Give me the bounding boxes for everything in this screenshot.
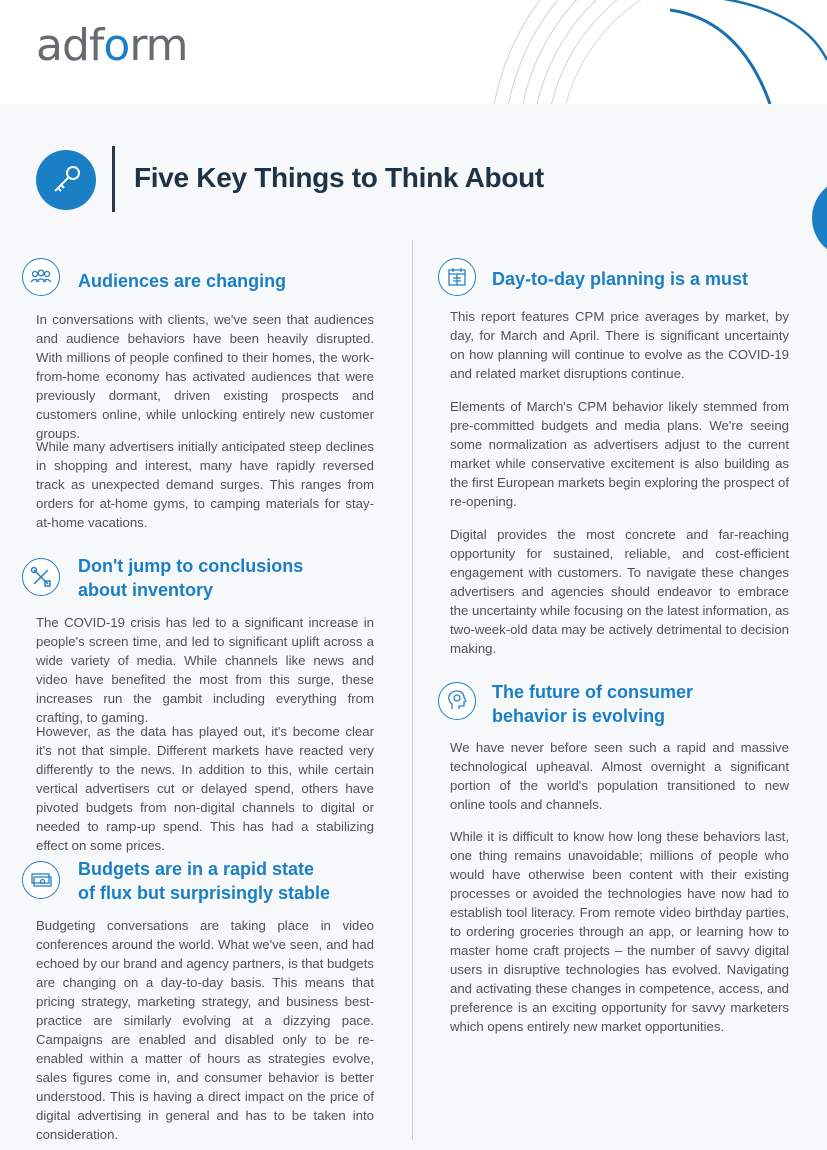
people-icon (22, 258, 60, 296)
decorative-arcs-icon (440, 0, 827, 104)
paragraph: While many advertisers initially anticipated steep declines in shopping and interest, many have rapidly reversed track as unexpected demand surges. This ranges from orders for at-home gyms, to camping materials for stay-at-home vacations. (36, 439, 374, 530)
adform-logo: adform (36, 20, 188, 71)
section-heading-future: The future of consumer behavior is evolving (492, 682, 694, 726)
paragraph: We have never before seen such a rapid and massive technological upheaval. Almost overnight a significant portion of the world's population transitioned to new online tools and channels. (450, 740, 789, 812)
paragraph: In conversations with clients, we've seen that audiences and audience behaviors have been heavily disrupted. With millions of people confined to their homes, the work-from-home economy has activated audiences that were previously dormant, driven existing prospects and customers online, while unlocking entirely new customer groups. (36, 312, 374, 441)
paragraph: While it is difficult to know how long these behaviors last, one thing remains unavoidable; millions of people who would have otherwise been content with their existing processes or avoided the technologies have now had to establish tool literacy. From remote video birthday parties, to ordering groceries through an app, or learning how to master home craft projects – the number of savvy digital users in disruptive technologies has evolved. Navigating and activating these changes in competence, access, and preference is an exciting opportunity for savvy marketers which opens entirely new market opportunities. (450, 829, 789, 1034)
key-icon (36, 150, 96, 210)
paragraph: This report features CPM price averages by market, by day, for March and April. There is significant uncertainty on how planning will continue to evolve as the COVID-19 and related market disruptions continue. (450, 309, 789, 381)
section-heading-planning: Day-to-day planning is a must (492, 269, 749, 289)
section-heading-budgets: Budgets are in a rapid state of flux but surprisingly stable (78, 859, 331, 903)
lightbulb-head-icon (438, 682, 476, 720)
calendar-icon (438, 258, 476, 296)
section-heading-audiences: Audiences are changing (78, 271, 287, 291)
column-divider (412, 240, 413, 1140)
paragraph: Budgeting conversations are taking place in video conferences around the world. What we've seen, and had echoed by our brand and agency partners, is that budgets are changing on a day-to-day basis. This means that pricing strategy, marketing strategy, and business best-practice are similarly evolving at a dizzying pace. Campaigns are enabled and disabled only to be re-enabled within a matter of hours as strategies evolve, sales figures come in, and consumer behavior is better understood. This is having a direct impact on the price of digital advertising in general and has to be taken into consideration. (36, 918, 374, 1142)
title-divider (112, 146, 115, 212)
tools-icon (22, 558, 60, 596)
paragraph: The COVID-19 crisis has led to a significant increase in people's screen time, and led to significant uplift across a wide variety of media. While channels like news and video have benefited the most from this surge, these increases run the gambit including everything from crafting, to gaming. (36, 615, 374, 725)
money-icon (22, 861, 60, 899)
page-title: Five Key Things to Think About (134, 162, 544, 193)
paragraph: However, as the data has played out, it's become clear it's not that simple. Different markets have reacted very differently to the news. In addition to this, while certain vertical advertisers cut or delayed spend, others have pivoted budgets from non-digital channels to digital or needed to ramp-up spend. This has had a stabilizing effect on some prices. (36, 724, 374, 853)
paragraph: Digital provides the most concrete and far-reaching opportunity for sustained, reliable, and cost-efficient engagement with customers. To navigate these changes advertisers and agencies should endeavor to embrace the uncertainty while focusing on the latest information, as two-week-old data may be actively detrimental to decision making. (450, 527, 789, 656)
section-heading-inventory: Don't jump to conclusions about inventory (78, 556, 304, 600)
paragraph: Elements of March's CPM behavior likely stemmed from pre-committed budgets and media plans. We're seeing some normalization as advertisers adjust to the current market while conservative excitement is also building as the first European markets begin exploring the prospect of re-opening. (450, 399, 789, 509)
